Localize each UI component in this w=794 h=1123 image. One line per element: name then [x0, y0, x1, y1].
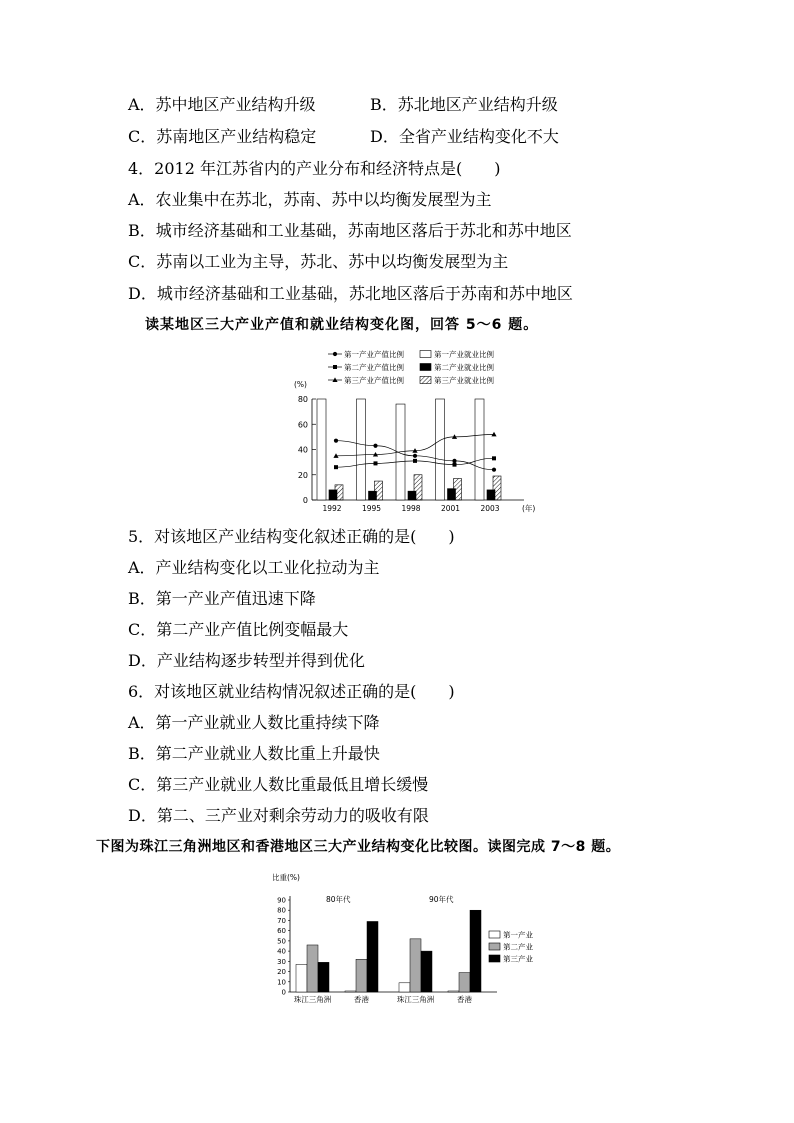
series-point [334, 465, 338, 469]
bar-3 [454, 479, 462, 500]
bar-3 [421, 951, 432, 992]
bar-3 [375, 481, 383, 500]
q5-option-b: B．第一产业产值迅速下降 [128, 589, 316, 608]
y-tick-label: 60 [297, 420, 308, 430]
legend-label: 第一产业 [503, 930, 533, 940]
q6-option-a: A．第一产业就业人数比重持续下降 [128, 713, 380, 732]
legend-swatch [489, 943, 500, 950]
y-tick-label: 70 [277, 916, 286, 925]
q5-stem: 5．对该地区产业结构变化叙述正确的是( ) [128, 527, 455, 546]
series-point [413, 454, 417, 458]
group-label: 90年代 [429, 895, 454, 904]
bar-1 [357, 399, 366, 500]
y-tick-label: 0 [281, 988, 286, 997]
y-tick-label: 40 [277, 947, 286, 956]
q3-option-c: C．苏南地区产业结构稳定 [128, 127, 317, 146]
x-tick-label: 香港 [354, 995, 369, 1004]
q5-option-d: D．产业结构逐步转型并得到优化 [128, 651, 365, 670]
q4-option-c: C．苏南以工业为主导，苏北、苏中以均衡发展型为主 [128, 252, 509, 271]
bar-3 [470, 910, 481, 992]
bar-1 [399, 983, 410, 992]
x-tick-label: 1998 [401, 504, 421, 513]
bar-3 [493, 476, 501, 500]
q3-option-a: A．苏中地区产业结构升级 [128, 95, 316, 114]
y-tick-label: 20 [297, 470, 308, 480]
y-tick-label: 20 [277, 968, 286, 977]
legend-label: 第二产业 [503, 942, 533, 952]
legend-label: 第三产业 [503, 954, 533, 964]
bar-3 [318, 962, 329, 992]
q4-option-d: D．城市经济基础和工业基础，苏北地区落后于苏南和苏中地区 [128, 284, 573, 303]
y-tick-label: 80 [277, 906, 286, 915]
y-tick-label: 10 [277, 978, 286, 987]
bar-1 [448, 991, 459, 992]
bar-2 [459, 973, 470, 992]
q4-option-a: A．农业集中在苏北，苏南、苏中以均衡发展型为主 [128, 190, 492, 209]
legend-swatch [489, 931, 500, 938]
bar-2 [410, 939, 421, 992]
series-point [492, 468, 496, 472]
y-tick-label: 50 [277, 937, 286, 946]
bar-1 [436, 399, 445, 500]
bar-1 [475, 399, 484, 500]
q3-option-d: D．全省产业结构变化不大 [370, 127, 559, 146]
q5-option-a: A．产业结构变化以工业化拉动为主 [128, 558, 380, 577]
q6-option-c: C．第三产业就业人数比重最低且增长缓慢 [128, 775, 429, 794]
bar-1 [345, 991, 356, 992]
q6-option-b: B．第二产业就业人数比重上升最快 [128, 744, 380, 763]
legend-label: 第一产业产值比例 [344, 350, 404, 359]
bar-3 [414, 475, 422, 500]
x-tick-label: 2001 [440, 504, 461, 513]
industry-structure-chart [282, 345, 542, 517]
bar-3 [335, 485, 343, 500]
x-tick-label: 1995 [361, 504, 382, 513]
x-tick-label: 1992 [322, 504, 342, 513]
x-axis-label: (年) [522, 504, 536, 513]
legend-bar-swatch [420, 351, 431, 358]
prd-hongkong-chart [270, 870, 560, 1010]
x-tick-label: 珠江三角洲 [293, 995, 332, 1004]
bar-1 [317, 399, 326, 500]
x-tick-label: 香港 [457, 995, 472, 1004]
legend-label: 第三产业就业比例 [434, 376, 494, 385]
legend-point-marker [333, 365, 337, 369]
bar-2 [356, 959, 367, 992]
chart1-intro: 读某地区三大产业产值和就业结构变化图，回答 5～6 题。 [145, 317, 539, 333]
series-point [374, 461, 378, 465]
q6-option-d: D．第二、三产业对剩余劳动力的吸收有限 [128, 806, 429, 825]
y-tick-label: 80 [297, 395, 308, 404]
y-tick-label: 60 [277, 927, 286, 936]
y-tick-label: 90 [277, 896, 286, 905]
series-point [334, 439, 338, 443]
q6-stem: 6．对该地区就业结构情况叙述正确的是( ) [128, 682, 455, 701]
q3-option-b: B．苏北地区产业结构升级 [370, 95, 558, 114]
series-point [373, 444, 377, 448]
series-point [452, 459, 456, 463]
y-tick-label: 30 [277, 957, 286, 966]
series-point [453, 463, 457, 467]
legend-label: 第一产业就业比例 [434, 350, 494, 359]
bar-3 [367, 921, 378, 992]
q4-option-b: B．城市经济基础和工业基础，苏南地区落后于苏北和苏中地区 [128, 221, 572, 240]
series-point [413, 459, 417, 463]
x-tick-label: 珠江三角洲 [396, 995, 435, 1004]
y-axis-label: (%) [294, 380, 307, 389]
x-tick-label: 2003 [480, 504, 500, 513]
bar-1 [296, 964, 307, 992]
legend-label: 第二产业产值比例 [344, 363, 404, 372]
legend-swatch [489, 955, 500, 962]
q5-option-c: C．第二产业产值比例变幅最大 [128, 620, 349, 639]
series-point [492, 456, 496, 460]
group-label: 80年代 [326, 895, 351, 904]
chart2-intro: 下图为珠江三角洲地区和香港地区三大产业结构变化比较图。读图完成 7～8 题。 [96, 839, 621, 855]
legend-point-marker [333, 352, 337, 356]
legend-bar-swatch [420, 377, 431, 384]
q4-stem: 4．2012 年江苏省内的产业分布和经济特点是( ) [128, 159, 501, 178]
legend-bar-swatch [420, 364, 431, 371]
legend-label: 第二产业就业比例 [434, 363, 494, 372]
bar-2 [307, 945, 318, 992]
legend-label: 第三产业产值比例 [344, 376, 404, 385]
y-tick-label: 40 [297, 445, 308, 455]
y-axis-label: 比重(%) [272, 873, 300, 882]
y-tick-label: 0 [302, 496, 308, 505]
